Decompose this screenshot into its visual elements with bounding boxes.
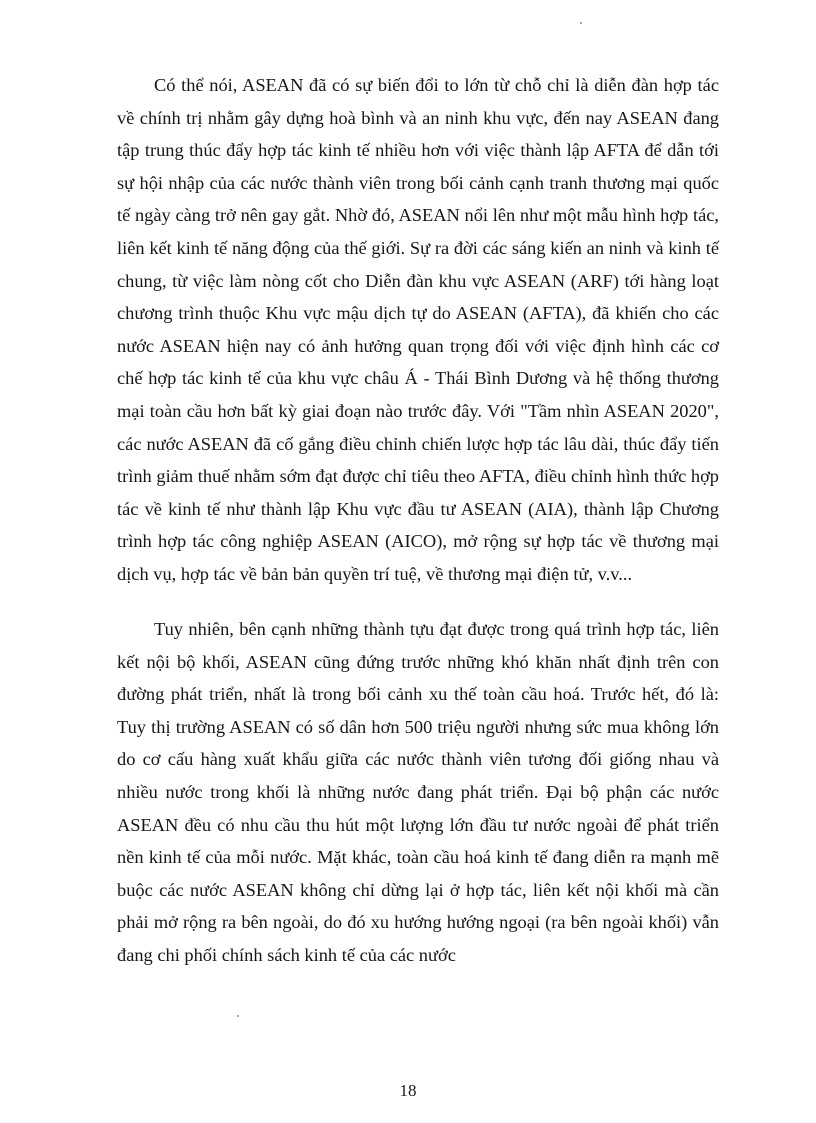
body-paragraph-2: Tuy nhiên, bên cạnh những thành tựu đạt được trong quá trình hợp tác, liên kết nội bộ khối, ASEAN cũng đứng trước những khó khăn nhất định trên con đường phát triển, nhất là trong bối cảnh xu thế toàn cầu hoá. Trước hết, đó là: Tuy thị trường ASEAN có số dân hơn 500 triệu người nhưng sức mua không lớn do cơ cấu hàng xuất khẩu giữa các nước thành viên tương đối giống nhau và nhiều nước trong khối là những nước đang phát triển. Đại bộ phận các nước ASEAN đều có nhu cầu thu hút một lượng lớn đầu tư nước ngoài để phát triển nền kinh tế của mỗi nước. Mặt khác, toàn cầu hoá kinh tế đang diễn ra mạnh mẽ buộc các nước ASEAN không chỉ dừng lại ở hợp tác, liên kết nội khối mà cần phải mở rộng ra bên ngoài, do đó xu hướng hướng ngoại (ra bên ngoài khối) vẫn đang chi phối chính sách kinh tế của các nước (117, 619, 719, 965)
body-paragraph-1: Có thể nói, ASEAN đã có sự biến đổi to lớn từ chỗ chỉ là diễn đàn hợp tác về chính trị nhằm gây dựng hoà bình và an ninh khu vực, đến nay ASEAN đang tập trung thúc đẩy hợp tác kinh tế nhiều hơn với việc thành lập AFTA để dẫn tới sự hội nhập của các nước thành viên trong bối cảnh cạnh tranh thương mại quốc tế ngày càng trở nên gay gắt. Nhờ đó, ASEAN nổi lên như một mẫu hình hợp tác, liên kết kinh tế năng động của thế giới. Sự ra đời các sáng kiến an ninh và kinh tế chung, từ việc làm nòng cốt cho Diễn đàn khu vực ASEAN (ARF) tới hàng loạt chương trình thuộc Khu vực mậu dịch tự do ASEAN (AFTA), đã khiến cho các nước ASEAN hiện nay có ảnh hưởng quan trọng đối với việc định hình các cơ chế hợp tác kinh tế của khu vực châu Á - Thái Bình Dương và hệ thống thương mại toàn cầu hơn bất kỳ giai đoạn nào trước đây. Với "Tầm nhìn ASEAN 2020", các nước ASEAN đã cố gắng điều chỉnh chiến lược hợp tác lâu dài, thúc đẩy tiến trình giảm thuế nhằm sớm đạt được chỉ tiêu theo AFTA, điều chỉnh hình thức hợp tác về kinh tế như thành lập Khu vực đầu tư ASEAN (AIA), thành lập Chương trình hợp tác công nghiệp ASEAN (AICO), mở rộng sự hợp tác về thương mại dịch vụ, hợp tác về bản bản quyền trí tuệ, về thương mại điện tử, v.v... (117, 75, 719, 584)
page-number: 18 (399, 1081, 417, 1100)
scan-speck (580, 22, 582, 24)
scan-speck (237, 1015, 239, 1017)
